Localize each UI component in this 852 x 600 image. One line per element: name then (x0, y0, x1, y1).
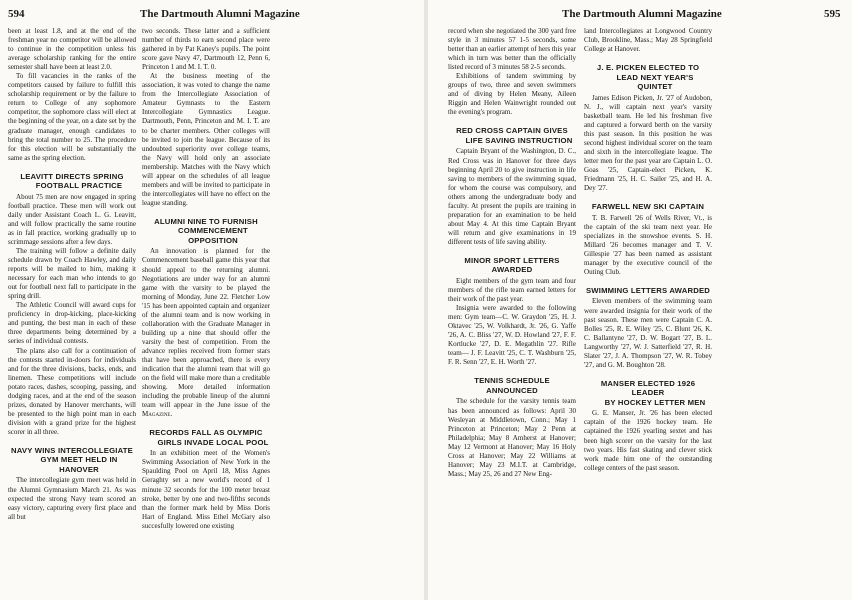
paragraph: record when she negotiated the 300 yard free style in 3 minutes 57 1-5 seconds, some better than an earlier attempt of hers this year which in turn was better than the officially listed record of 3 minutes 58 2-5 seconds. (448, 27, 576, 72)
headline-swimming-letters: SWIMMING LETTERS AWARDED (585, 285, 711, 295)
paragraph: The plans also call for a continuation of the contests started in-doors for individuals and for the three divisions, backs, ends, and linemen. These competitions will include potato races, dashes, scooping, passing, and dodging races, and at the end of the season prizes, donated by Hanover merchants, will be presented to the high point man in each division with a grand prize for the highest scorer in all three. (8, 346, 136, 436)
paragraph: been at least 1.8, and at the end of the freshman year no competitor will be allowed to continue in the competition unless his average scholarship ranking for the entire semester shall have been at least 2.0. (8, 27, 136, 72)
headline-line: FOOTBALL PRACTICE (35, 181, 123, 191)
left-column-1 (8, 27, 136, 522)
paragraph: two seconds. These latter and a sufficient number of thirds to earn second place were gathered in by Pat Kaney's pupils. The point score gave Navy 47, Dartmouth 12, Penn 6, Princeton 1 and M. I. T. 0. (142, 27, 270, 72)
right-page (428, 0, 852, 600)
paragraph: land Intercollegiates at Longwood Country Club, Brookline, Mass.; May 28 Springfield College at Hanover. (584, 27, 712, 54)
headline-red-cross (448, 126, 576, 145)
paragraph: The intercollegiate gym meet was held in the Alumni Gymnasium March 21. As was expected the strong Navy team scored an easy victory, capturing every first place and all but (8, 476, 136, 521)
headline-leavitt (8, 172, 136, 191)
left-page (0, 0, 424, 600)
magazine-name: Magazine (142, 410, 171, 419)
paragraph: The Athletic Council will award cups for proficiency in drop-kicking, place-kicking and punting, the best man in each of these three departments being determined by a series of individual contests. (8, 301, 136, 346)
headline-line: RECORDS FALL AS OLYMPIC (149, 428, 263, 438)
headline-line: LIFE SAVING INSTRUCTION (465, 135, 573, 145)
paragraph: To fill vacancies in the ranks of the competitors caused by failure to fulfill this scholarship requirement or by the failure to return to College of any sophomore competitor, the sophomore class will elect at the beginning of the year, on a date set by the graduate manager, enough candidates to bring the total number to 25. The procedure for this election will be substantially the same as the spring election. (8, 72, 136, 162)
headline-line: LEAVITT DIRECTS SPRING (20, 171, 124, 181)
paragraph (142, 247, 270, 419)
headline-line: GYM MEET HELD IN HANOVER (40, 455, 118, 474)
headline-line: ALUMNI NINE TO FURNISH (154, 216, 258, 226)
paragraph: At the business meeting of the association, it was voted to change the name from the Intercollegiate Association of Amateur Gymnasts to the Eastern Intercollegiate Gymnastics League. Dartmouth, Penn, Princeton and M. I. T. are to be charter members. Other colleges will be invited to join the league. Because of its undoubted superiority over college teams, the Navy will hold only an associate membership. Matches with the Navy which will appear on the schedules of all league members and will be invited to participate in the intercollegiates will have no effect on the league standing. (142, 72, 270, 207)
paragraph: Insignia were awarded to the following men: Gym team—C. W. Graydon '25, H. J. Oktavec '25, W. Volkhardt, Jr. '26, G. Yaffe '26, A. C. Bliss '27, W. D. Howland '27, F. F. Kortlucke '27, D. E. Megathlin '27. Rifle team— J. F. Leavitt '25, C. T. Washburn '25, F. R. Senn '27, E. H. Worth '27. (448, 304, 576, 367)
paragraph: The training will follow a definite daily schedule drawn by Coach Hawley, and daily reports will be mailed to him, making it necessary for each man who intends to go out for football next fall to participate in the spring drill. (8, 246, 136, 301)
running-head-left: The Dartmouth Alumni Magazine (140, 8, 300, 20)
paragraph: About 75 men are now engaged in spring football practice. These men will work out daily under Assistant Coach L. G. Leavitt, and will follow practically the same routine as in fall practice, working gradually up to scrimmage sessions after a few days. (8, 192, 136, 246)
headline-line: J. E. PICKEN ELECTED TO (596, 63, 700, 73)
running-head-right: The Dartmouth Alumni Magazine (562, 8, 722, 20)
paragraph-text: An innovation is planned for the Commencement baseball game this year that should appeal to the returning alumni. Negotiations are under way for an alumni game with the varsity to be played the morning of Monday, June 22. Fletcher Low '15 has been appointed captain and organizer of the alumni team and is now working in collaboration with the Graduate Manager in building up a nine that should offer the varsity the best of competition. From the advance replies received from former stars that have been approached, there is every indication that the alumni team that will go on the field will make more than a creditable showing. More detailed information including the probable lineup of the alumni team will appear in the June issue of the (142, 247, 270, 410)
headline-manser (584, 379, 712, 408)
headline-navy (8, 446, 136, 475)
paragraph: Eleven members of the swimming team were awarded insignia for their work of the past season. These men were Captain C. A. Bolles '25, R. E. Wiley '25, C. Blunt '26, K. C. Ballantyne '27, D. W. Bogart '27, B. L. Langworthy '27, W. J. Satterfield '27, R. H. Slater '27, J. A. Thompson '27, W. R. Tobey '27, and G. M. Boughton '28. (584, 297, 712, 369)
right-column-2 (584, 27, 712, 473)
headline-tennis: TENNIS SCHEDULE ANNOUNCED (474, 376, 550, 395)
paragraph: James Edison Picken, Jr. '27 of Audobon, N. J., will captain next year's varsity basketball team. He led his freshman five and captured a forward berth on the varsity this past season. In this position he was second highest individual scorer on the team and sixth in the intercollegiate league. The letter men for the past year are Captain L. O. Goas '25, Captain-elect Picken, K. Friedmann '25, H. C. Sailer '25, and H. A. Dey '27. (584, 93, 712, 193)
paragraph: Exhibitions of tandem swimming by groups of two, three and seven swimmers and of diving by Helen Meany, Aileen Riggin and Helen Wainwright rounded out the evening's program. (448, 72, 576, 117)
headline-line: COMMENCEMENT OPPOSITION (178, 226, 248, 245)
paragraph: T. B. Farwell '26 of Wells River, Vt., is the captain of the ski team next year. He specializes in the snowshoe events. S. H. Millard '26 becomes manager and T. V. Gillespie '27 has been named as assistant manager by the executive council of the Outing Club. (584, 213, 712, 276)
headline-line: GIRLS INVADE LOCAL POOL (157, 437, 269, 447)
headline-minor-sport: MINOR SPORT LETTERS AWARDED (464, 255, 560, 275)
headline-line: BY HOCKEY LETTER MEN (604, 397, 706, 407)
headline-farwell: FARWELL NEW SKI CAPTAIN (591, 202, 705, 212)
headline-line: RED CROSS CAPTAIN GIVES (456, 126, 568, 136)
paragraph: G. E. Manser, Jr. '26 has been elected captain of the 1926 hockey team. He captained the 1926 yearling sextet and has been high scorer on the varsity for the last two years. His fast skating and clever stick work made him one of the outstanding college centers of the past season. (584, 409, 712, 472)
right-column-1 (448, 27, 576, 479)
paragraph: The schedule for the varsity tennis team has been announced as follows: April 30 Wesleyan at Middletown, Conn.; May 1 Princeton at Princeton; May 2 Penn at Philadelphia; May 8 Amherst at Hanover; May 12 Vermont at Hanover; May 16 Holy Cross at Hanover; May 22 Williams at Hanover; May 23 M.I.T. at Cambridge, Mass.; May 25, 26 and 27 New Eng- (448, 397, 576, 478)
headline-picken (584, 63, 712, 92)
headline-alumni-nine (142, 217, 270, 246)
headline-line: MANSER ELECTED 1926 LEADER (600, 378, 696, 398)
headline-line: LEAD NEXT YEAR'S QUINTET (616, 72, 694, 92)
headline-line: NAVY WINS INTERCOLLEGIATE (10, 445, 134, 455)
page-number-left: 594 (8, 8, 25, 20)
headline-records-fall (142, 428, 270, 447)
paragraph: Eight members of the gym team and four members of the rifle team earned letters for their work of the past year. (448, 276, 576, 304)
left-column-2 (142, 27, 270, 531)
page-number-right: 595 (824, 8, 841, 20)
paragraph: In an exhibition meet of the Women's Swimming Association of New York in the Spaulding Pool on April 18, Miss Agnes Geraghty set a new world's record of 1 minute 32 seconds for the 100 meter breast stroke, better by one and two-fifths seconds than the former mark held by Miss Doris Hart of England. Miss Ethel McGary also succesfully lowered one existing (142, 449, 270, 530)
paragraph: Captain Bryant of the Washington, D. C., Red Cross was in Hanover for three days beginning April 20 to give instruction in life saving to members of the swimming squad, for whom the course was compulsory, and others among the undergraduate body and faculty. At present the pupils are training in preparation for an examination to be held about May 4. At this time Captain Bryant will return and give examinations in 19 different tests of life saving ability. (448, 147, 576, 246)
punctuation: . (170, 410, 173, 419)
